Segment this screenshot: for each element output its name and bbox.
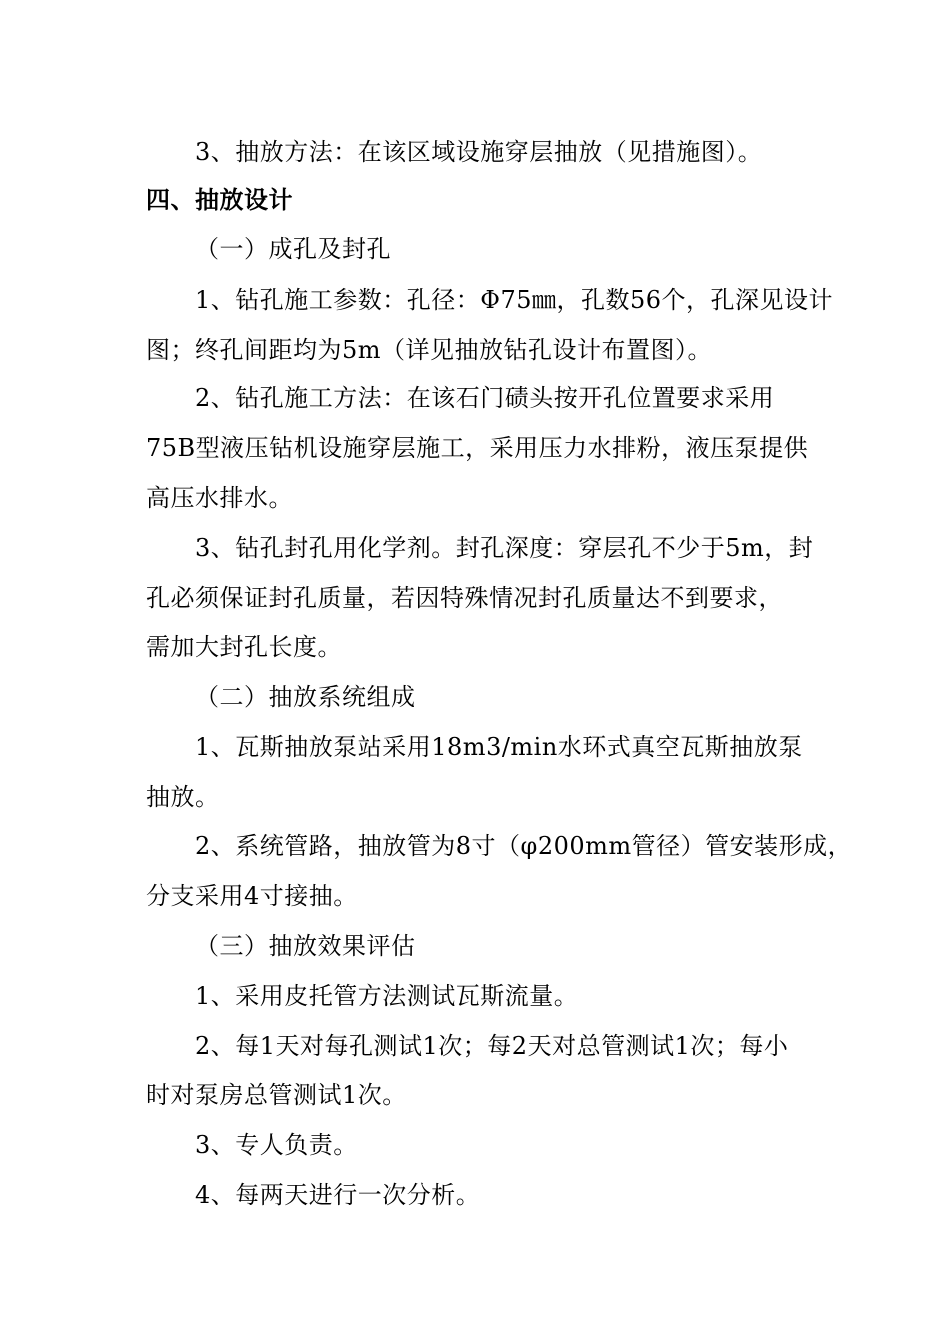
subsection-heading-drilling-sealing: （一）成孔及封孔 — [195, 235, 391, 263]
drilling-item-3-line-3: 需加大封孔长度。 — [146, 633, 342, 661]
evaluation-item-1: 1、采用皮托管方法测试瓦斯流量。 — [195, 982, 579, 1010]
drilling-item-1-line-2: 图；终孔间距均为5m（详见抽放钻孔设计布置图）。 — [146, 336, 713, 364]
method-item-3: 3、抽放方法：在该区域设施穿层抽放（见措施图）。 — [195, 138, 763, 166]
drilling-item-3-line-1: 3、钻孔封孔用化学剂。封孔深度：穿层孔不少于5m，封 — [195, 534, 814, 562]
section-heading-drainage-design: 四、抽放设计 — [146, 185, 293, 214]
evaluation-item-2-line-2: 时对泵房总管测试1次。 — [146, 1081, 407, 1109]
system-item-2-line-1: 2、系统管路，抽放管为8寸（φ200mm管径）管安装形成， — [195, 832, 853, 860]
drilling-item-3-line-2: 孔必须保证封孔质量，若因特殊情况封孔质量达不到要求， — [146, 584, 783, 612]
evaluation-item-4: 4、每两天进行一次分析。 — [195, 1181, 481, 1209]
subsection-heading-effect-evaluation: （三）抽放效果评估 — [195, 932, 416, 960]
system-item-1-line-1: 1、瓦斯抽放泵站采用18m3/min水环式真空瓦斯抽放泵 — [195, 733, 803, 761]
drilling-item-2-line-3: 高压水排水。 — [146, 484, 293, 512]
system-item-2-line-2: 分支采用4寸接抽。 — [146, 882, 358, 910]
drilling-item-2-line-1: 2、钻孔施工方法：在该石门碛头按开孔位置要求采用 — [195, 384, 775, 412]
evaluation-item-2-line-1: 2、每1天对每孔测试1次；每2天对总管测试1次；每小 — [195, 1032, 789, 1060]
drilling-item-1-line-1: 1、钻孔施工参数：孔径：Φ75㎜，孔数56个，孔深见设计 — [195, 286, 834, 314]
evaluation-item-3: 3、专人负责。 — [195, 1131, 358, 1159]
subsection-heading-system-composition: （二）抽放系统组成 — [195, 683, 416, 711]
drilling-item-2-line-2: 75B型液压钻机设施穿层施工，采用压力水排粉，液压泵提供 — [146, 434, 809, 462]
system-item-1-line-2: 抽放。 — [146, 783, 220, 811]
